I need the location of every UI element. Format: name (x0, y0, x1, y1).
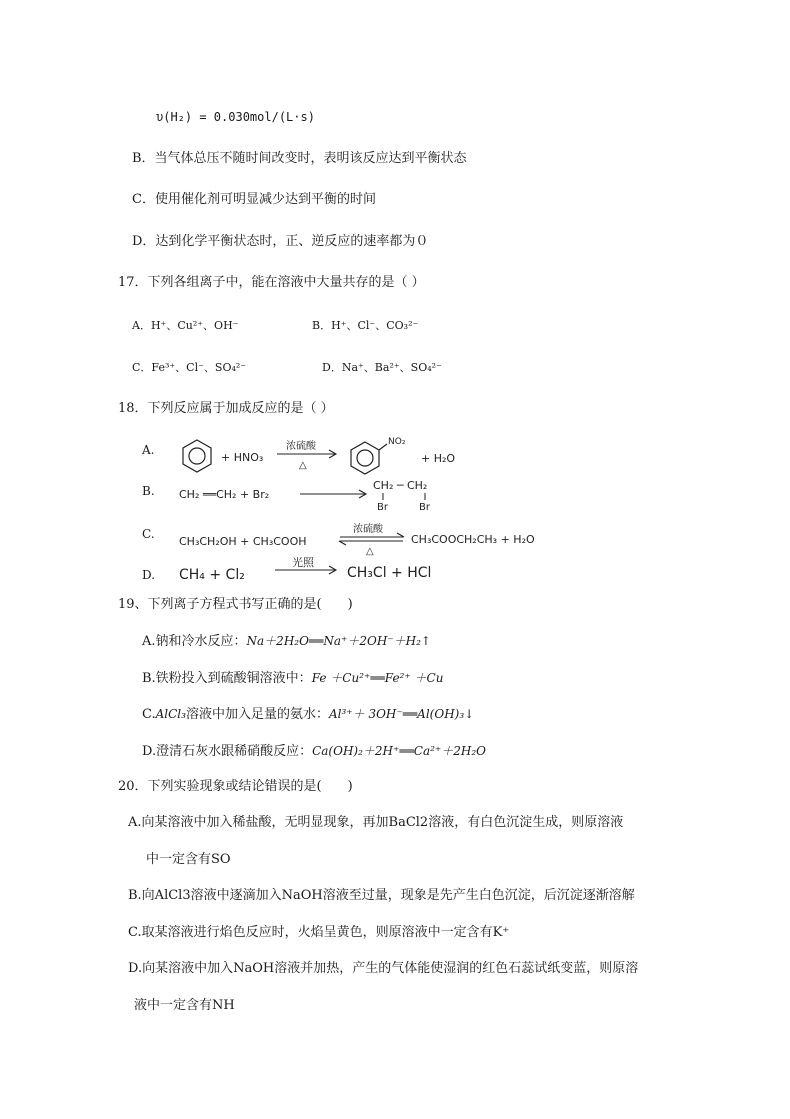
q18-reaction-c (175, 518, 565, 558)
q18-label-b: B. (142, 484, 155, 498)
q20-stem: 20．下列实验现象或结论错误的是( ) (118, 779, 353, 794)
q19-option-d-label: D.澄清石灰水跟稀硝酸反应： (142, 744, 313, 759)
q19-option-a (142, 632, 431, 651)
benzene-ring-icon (183, 440, 211, 472)
q16-option-d: D．达到化学平衡状态时，正、逆反应的速率都为０ (132, 234, 429, 249)
nitrobenzene-ring-icon (351, 442, 387, 474)
q19-option-b-equation: Fe ＋Cu²⁺══Fe²⁺ ＋Cu (311, 671, 444, 685)
reaction-d-products: CH₃Cl + HCl (347, 565, 432, 581)
q17-option-b: B．H⁺、Cl⁻、CO₃²⁻ (312, 319, 419, 332)
q20-option-b: B.向AlCl3溶液中逐滴加入NaOH溶液至过量，现象是先产生白色沉淀，后沉淀逐渐溶解 (128, 888, 635, 903)
q19-option-a-equation: Na＋2H₂O══Na⁺＋2OH⁻＋H₂↑ (246, 634, 431, 648)
q19-option-c (142, 705, 474, 724)
q16-option-b: B．当气体总压不随时间改变时，表明该反应达到平衡状态 (132, 151, 467, 166)
q19-option-c-text: 溶液中加入足量的氨水： (185, 707, 329, 722)
reaction-a-reagent: + HNO₃ (221, 451, 264, 464)
q17-stem: 17．下列各组离子中，能在溶液中大量共存的是（ ） (118, 275, 425, 290)
q19-option-d (142, 742, 486, 761)
q19-option-c-equation: Al³⁺＋ 3OH⁻══Al(OH)₃↓ (328, 707, 475, 721)
q18-label-d: D. (142, 568, 156, 582)
q17-option-c: C．Fe³⁺、Cl⁻、SO₄²⁻ (132, 361, 247, 374)
q16-rate-line: υ(H₂) = 0.030mol/(L·s) (156, 110, 315, 124)
q19-option-d-equation: Ca(OH)₂＋2H⁺══Ca²⁺＋2H₂O (312, 744, 487, 758)
q19-option-b (142, 669, 443, 688)
q16-option-c: C．使用催化剂可明显减少达到平衡的时间 (132, 192, 376, 207)
q20-option-a-line1: A.向某溶液中加入稀盐酸，无明显现象，再加BaCl2溶液，有白色沉淀生成，则原溶液 (128, 815, 624, 830)
reaction-a-water: + H₂O (421, 452, 456, 465)
reaction-d-condition-top: 光照 (292, 557, 314, 569)
reaction-b-product-sub2: Br (419, 502, 430, 513)
q20-option-a-line2: 中一定含有SO (146, 852, 231, 867)
reaction-a-substituent: NO₂ (388, 437, 406, 447)
q18-stem: 18．下列反应属于加成反应的是（ ） (118, 401, 334, 416)
reaction-a-condition-bottom: △ (299, 460, 307, 471)
q20-option-d-line1: D.向某溶液中加入NaOH溶液并加热，产生的气体能使湿润的红色石蕊试纸变蓝，则原溶 (128, 961, 639, 976)
q18-reaction-d (175, 557, 475, 591)
q20-option-d-line2: 液中一定含有NH (134, 998, 235, 1013)
reaction-c-reactants: CH₃CH₂OH + CH₃COOH (179, 535, 307, 548)
reaction-c-condition-bottom: △ (366, 546, 374, 557)
reaction-b-product-top: CH₂ ─ CH₂ (373, 479, 428, 492)
q18-reaction-a (175, 432, 475, 480)
q18-reaction-b (175, 474, 475, 514)
reaction-a-condition-top: 浓硫酸 (286, 441, 316, 452)
reaction-d-reactants: CH₄ + Cl₂ (179, 567, 245, 583)
q19-stem: 19、下列离子方程式书写正确的是( ) (118, 597, 353, 612)
q18-label-a: A. (142, 443, 155, 457)
q20-option-c: C.取某溶液进行焰色反应时，火焰呈黄色，则原溶液中一定含有K⁺ (128, 925, 510, 940)
reaction-c-products: CH₃COOCH₂CH₃ + H₂O (411, 533, 535, 546)
q19-option-a-label: A.钠和冷水反应： (142, 634, 247, 649)
q19-option-b-label: B.铁粉投入到硫酸铜溶液中： (142, 671, 312, 686)
q17-option-d: D．Na⁺、Ba²⁺、SO₄²⁻ (322, 361, 442, 374)
q19-option-c-label: C. (142, 707, 156, 722)
reaction-b-product-sub1: Br (377, 502, 388, 513)
q19-option-c-formula: AlCl₃ (155, 707, 186, 721)
q18-label-c: C. (142, 527, 155, 541)
reaction-c-condition-top: 浓硫酸 (353, 524, 383, 535)
q17-option-a: A．H⁺、Cu²⁺、OH⁻ (132, 319, 239, 332)
reaction-b-reactant: CH₂ ══CH₂ + Br₂ (179, 488, 270, 501)
